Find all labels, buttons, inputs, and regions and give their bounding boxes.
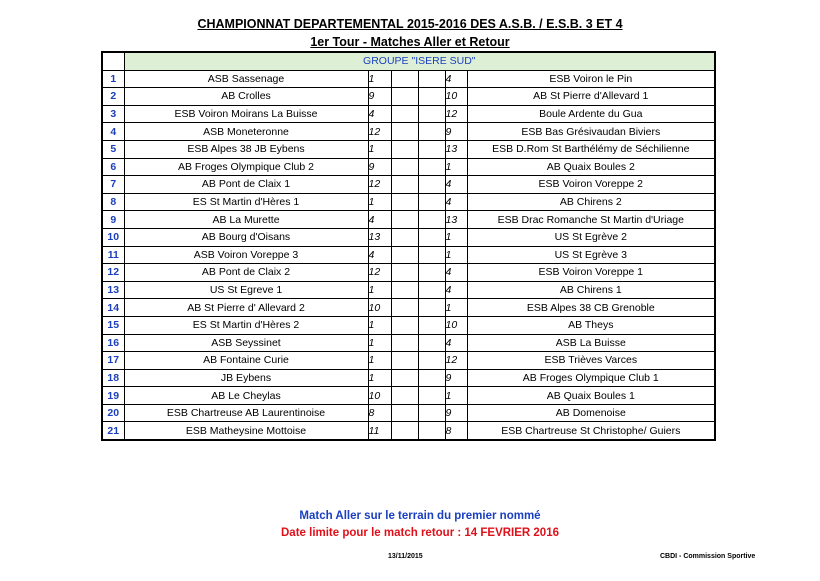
away-score: 10 (445, 316, 467, 334)
away-score: 13 (445, 140, 467, 158)
away-team: AB Chirens 2 (467, 193, 715, 211)
home-result (391, 387, 418, 405)
match-number: 13 (102, 281, 124, 299)
away-result (418, 123, 445, 141)
home-score: 9 (368, 158, 391, 176)
match-row (102, 88, 715, 106)
match-number: 21 (102, 422, 124, 440)
home-team: ES St Martin d'Hères 1 (124, 193, 368, 211)
home-team: US St Egreve 1 (124, 281, 368, 299)
home-score: 12 (368, 123, 391, 141)
match-number: 2 (102, 88, 124, 106)
away-result (418, 334, 445, 352)
home-result (391, 281, 418, 299)
home-result (391, 176, 418, 194)
match-row (102, 123, 715, 141)
away-score: 1 (445, 158, 467, 176)
match-number: 16 (102, 334, 124, 352)
away-score: 4 (445, 334, 467, 352)
home-team: AB La Murette (124, 211, 368, 229)
match-number: 4 (102, 123, 124, 141)
home-team: AB Crolles (124, 88, 368, 106)
home-score: 1 (368, 316, 391, 334)
away-result (418, 404, 445, 422)
away-team: ESB Drac Romanche St Martin d'Uriage (467, 211, 715, 229)
home-score: 12 (368, 264, 391, 282)
home-score: 10 (368, 299, 391, 317)
away-team: ESB Chartreuse St Christophe/ Guiers (467, 422, 715, 440)
home-score: 13 (368, 228, 391, 246)
away-team: AB Quaix Boules 2 (467, 158, 715, 176)
match-row (102, 193, 715, 211)
match-row (102, 299, 715, 317)
away-result (418, 193, 445, 211)
away-score: 8 (445, 422, 467, 440)
match-row (102, 352, 715, 370)
match-row (102, 422, 715, 440)
away-result (418, 105, 445, 123)
away-result (418, 140, 445, 158)
home-result (391, 140, 418, 158)
home-score: 8 (368, 404, 391, 422)
home-team: AB Le Cheylas (124, 387, 368, 405)
away-team: ESB Bas Grésivaudan Biviers (467, 123, 715, 141)
away-result (418, 88, 445, 106)
away-score: 1 (445, 387, 467, 405)
home-team: ASB Sassenage (124, 70, 368, 88)
match-number: 12 (102, 264, 124, 282)
match-row (102, 246, 715, 264)
home-result (391, 70, 418, 88)
away-team: ASB La Buisse (467, 334, 715, 352)
home-score: 1 (368, 334, 391, 352)
home-result (391, 422, 418, 440)
match-row (102, 105, 715, 123)
match-number: 20 (102, 404, 124, 422)
match-number: 1 (102, 70, 124, 88)
home-team: ASB Moneteronne (124, 123, 368, 141)
match-number: 10 (102, 228, 124, 246)
away-score: 1 (445, 228, 467, 246)
note-aller: Match Aller sur le terrain du premier nommé (299, 510, 541, 522)
home-team: JB Eybens (124, 369, 368, 387)
away-score: 4 (445, 70, 467, 88)
home-result (391, 352, 418, 370)
home-score: 4 (368, 105, 391, 123)
home-score: 1 (368, 140, 391, 158)
home-score: 11 (368, 422, 391, 440)
home-team: ASB Voiron Voreppe 3 (124, 246, 368, 264)
away-team: AB Theys (467, 316, 715, 334)
away-result (418, 316, 445, 334)
away-result (418, 264, 445, 282)
match-number: 9 (102, 211, 124, 229)
away-score: 13 (445, 211, 467, 229)
match-row (102, 334, 715, 352)
home-result (391, 369, 418, 387)
home-result (391, 105, 418, 123)
home-result (391, 123, 418, 141)
match-number: 6 (102, 158, 124, 176)
matches-table (101, 51, 716, 441)
home-score: 1 (368, 352, 391, 370)
away-team: ESB Voiron le Pin (467, 70, 715, 88)
match-number: 19 (102, 387, 124, 405)
home-result (391, 299, 418, 317)
match-row (102, 140, 715, 158)
match-row (102, 158, 715, 176)
away-result (418, 176, 445, 194)
away-result (418, 158, 445, 176)
home-team: AB St Pierre d' Allevard 2 (124, 299, 368, 317)
home-team: AB Pont de Claix 1 (124, 176, 368, 194)
home-team: ESB Chartreuse AB Laurentinoise (124, 404, 368, 422)
away-team: ESB Trièves Varces (467, 352, 715, 370)
home-score: 4 (368, 246, 391, 264)
away-team: AB Quaix Boules 1 (467, 387, 715, 405)
away-result (418, 246, 445, 264)
home-result (391, 228, 418, 246)
print-date: 13/11/2015 (388, 553, 423, 560)
away-team: ESB Voiron Voreppe 1 (467, 264, 715, 282)
commission-label: CBDI - Commission Sportive (660, 553, 756, 560)
home-score: 4 (368, 211, 391, 229)
home-result (391, 334, 418, 352)
home-team: ESB Voiron Moirans La Buisse (124, 105, 368, 123)
match-number: 7 (102, 176, 124, 194)
away-team: AB St Pierre d'Allevard 1 (467, 88, 715, 106)
home-team: AB Pont de Claix 2 (124, 264, 368, 282)
away-score: 4 (445, 281, 467, 299)
home-result (391, 316, 418, 334)
home-score: 1 (368, 369, 391, 387)
away-team: Boule Ardente du Gua (467, 105, 715, 123)
away-score: 1 (445, 299, 467, 317)
away-team: AB Froges Olympique Club 1 (467, 369, 715, 387)
away-score: 9 (445, 123, 467, 141)
home-score: 1 (368, 281, 391, 299)
away-score: 10 (445, 88, 467, 106)
away-team: US St Egrève 3 (467, 246, 715, 264)
document-title: CHAMPIONNAT DEPARTEMENTAL 2015-2016 DES A.S.B. / E.S.B. 3 ET 4 (197, 17, 623, 31)
home-team: AB Froges Olympique Club 2 (124, 158, 368, 176)
home-team: AB Bourg d'Oisans (124, 228, 368, 246)
home-score: 1 (368, 70, 391, 88)
home-team: ES St Martin d'Hères 2 (124, 316, 368, 334)
away-result (418, 387, 445, 405)
match-row (102, 316, 715, 334)
home-team: ESB Alpes 38 JB Eybens (124, 140, 368, 158)
away-result (418, 228, 445, 246)
match-row (102, 369, 715, 387)
home-result (391, 404, 418, 422)
match-row (102, 228, 715, 246)
home-team: AB Fontaine Curie (124, 352, 368, 370)
match-row (102, 264, 715, 282)
home-result (391, 211, 418, 229)
away-result (418, 352, 445, 370)
home-result (391, 158, 418, 176)
away-result (418, 299, 445, 317)
home-team: ESB Matheysine Mottoise (124, 422, 368, 440)
match-row (102, 387, 715, 405)
match-number: 11 (102, 246, 124, 264)
away-score: 9 (445, 369, 467, 387)
home-result (391, 193, 418, 211)
match-number: 17 (102, 352, 124, 370)
away-team: AB Domenoise (467, 404, 715, 422)
match-number: 3 (102, 105, 124, 123)
match-row (102, 176, 715, 194)
away-team: ESB Voiron Voreppe 2 (467, 176, 715, 194)
match-row (102, 70, 715, 88)
away-team: ESB D.Rom St Barthélémy de Séchilienne (467, 140, 715, 158)
away-score: 12 (445, 105, 467, 123)
home-score: 12 (368, 176, 391, 194)
home-result (391, 88, 418, 106)
away-result (418, 281, 445, 299)
match-number: 8 (102, 193, 124, 211)
home-score: 9 (368, 88, 391, 106)
away-result (418, 70, 445, 88)
match-row (102, 281, 715, 299)
home-team: ASB Seyssinet (124, 334, 368, 352)
home-result (391, 246, 418, 264)
match-row (102, 404, 715, 422)
away-result (418, 369, 445, 387)
group-name: GROUPE "ISERE SUD" (124, 52, 715, 70)
away-score: 9 (445, 404, 467, 422)
away-score: 4 (445, 193, 467, 211)
away-score: 4 (445, 176, 467, 194)
match-number: 18 (102, 369, 124, 387)
home-score: 1 (368, 193, 391, 211)
away-team: US St Egrève 2 (467, 228, 715, 246)
home-result (391, 264, 418, 282)
match-number: 14 (102, 299, 124, 317)
away-score: 1 (445, 246, 467, 264)
group-header-row (102, 52, 715, 70)
away-result (418, 211, 445, 229)
note-retour: Date limite pour le match retour : 14 FEVRIER 2016 (281, 527, 559, 539)
match-row (102, 211, 715, 229)
away-team: AB Chirens 1 (467, 281, 715, 299)
away-score: 4 (445, 264, 467, 282)
match-number: 5 (102, 140, 124, 158)
document-subtitle: 1er Tour - Matches Aller et Retour (310, 35, 510, 49)
match-number: 15 (102, 316, 124, 334)
home-score: 10 (368, 387, 391, 405)
away-score: 12 (445, 352, 467, 370)
away-team: ESB Alpes 38 CB Grenoble (467, 299, 715, 317)
away-result (418, 422, 445, 440)
